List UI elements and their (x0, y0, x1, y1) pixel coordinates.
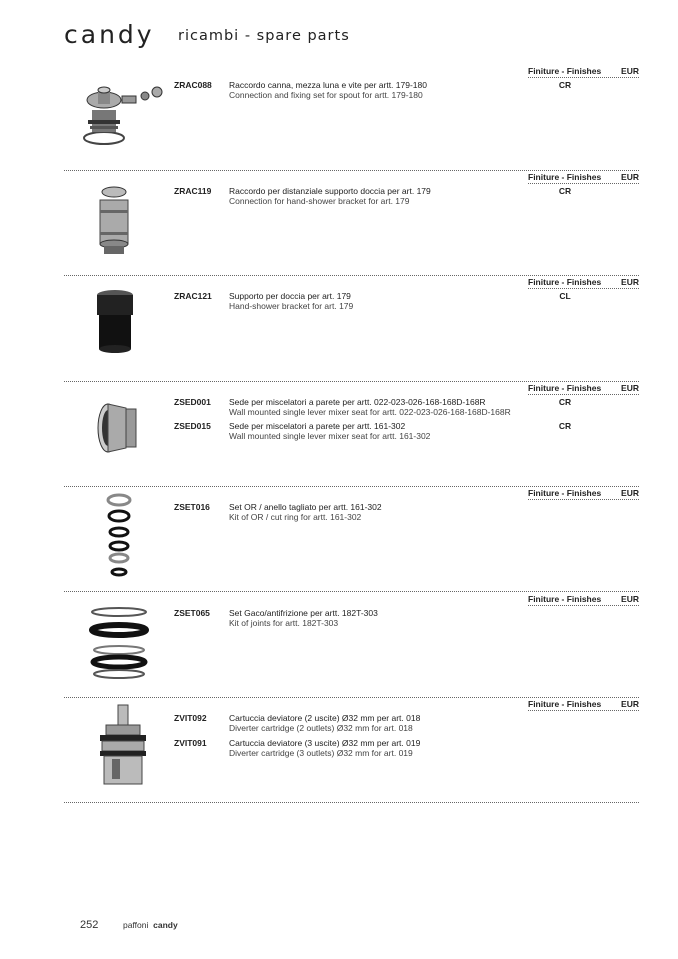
shower-bracket-image (94, 289, 136, 355)
product-description-en: Kit of OR / cut ring for artt. 161-302 (229, 512, 362, 522)
product-description-en: Wall mounted single lever mixer seat for artt. 022-023-026-168-168D-168R (229, 407, 511, 417)
product-description-en: Kit of joints for artt. 182T-303 (229, 618, 339, 628)
product-description-it: Sede per miscelatori a parete per artt. 022-023-026-168-168D-168R (229, 397, 486, 407)
product-section (64, 699, 639, 799)
diverter-cartridge-image (92, 701, 152, 791)
mixer-seat-image (96, 399, 140, 457)
product-description-it: Cartuccia deviatore (2 uscite) Ø32 mm per art. 018 (229, 713, 421, 723)
finishes-header: Finiture - Finishes EUR (528, 66, 639, 76)
product-code: ZRAC121 (174, 291, 212, 301)
or-ring-kit-image (104, 492, 134, 580)
finish-code: CR (558, 80, 572, 90)
section-divider (64, 486, 639, 487)
product-description-it: Sede per miscelatori a parete per artt. 161-302 (229, 421, 406, 431)
finish-code: CR (558, 421, 572, 431)
product-description-it: Set Gaco/antifrizione per artt. 182T-303 (229, 608, 378, 618)
product-description-it: Raccordo canna, mezza luna e vite per artt. 179-180 (229, 80, 427, 90)
product-description-en: Wall mounted single lever mixer seat for artt. 161-302 (229, 431, 431, 441)
finish-code: CR (558, 186, 572, 196)
product-section (64, 594, 639, 694)
brand-title: candy (64, 20, 155, 49)
product-code: ZSED015 (174, 421, 211, 431)
product-section (64, 488, 639, 588)
section-divider (64, 170, 639, 171)
product-code: ZSED001 (174, 397, 211, 407)
product-description-en: Connection and fixing set for spout for artt. 179-180 (229, 90, 423, 100)
product-code: ZRAC088 (174, 80, 212, 90)
product-section (64, 172, 639, 272)
product-description-it: Raccordo per distanziale supporto doccia per art. 179 (229, 186, 431, 196)
product-code: ZVIT091 (174, 738, 207, 748)
product-description-it: Cartuccia deviatore (3 uscite) Ø32 mm per art. 019 (229, 738, 421, 748)
product-description-en: Hand-shower bracket for art. 179 (229, 301, 354, 311)
page-subtitle: ricambi - spare parts (178, 28, 350, 44)
finishes-header: Finiture - Finishes EUR (528, 277, 639, 287)
product-section (64, 66, 639, 166)
section-divider (64, 591, 639, 592)
finishes-header: Finiture - Finishes EUR (528, 488, 639, 498)
product-description-it: Set OR / anello tagliato per artt. 161-302 (229, 502, 382, 512)
connection-set-image (74, 76, 169, 158)
product-code: ZSET065 (174, 608, 210, 618)
section-divider (64, 802, 639, 803)
section-divider (64, 381, 639, 382)
section-divider (64, 697, 639, 698)
finishes-header: Finiture - Finishes EUR (528, 594, 639, 604)
product-code: ZRAC119 (174, 186, 212, 196)
product-code: ZVIT092 (174, 713, 207, 723)
product-description-it: Supporto per doccia per art. 179 (229, 291, 351, 301)
footer-brand: paffoni candy (123, 920, 178, 930)
section-divider (64, 275, 639, 276)
product-description-en: Diverter cartridge (3 outlets) Ø32 mm for art. 019 (229, 748, 413, 758)
joint-kit-image (88, 604, 150, 680)
shower-bracket-connection-image (94, 184, 134, 260)
page-number: 252 (80, 919, 99, 931)
finishes-header: Finiture - Finishes EUR (528, 699, 639, 709)
product-description-en: Diverter cartridge (2 outlets) Ø32 mm for art. 018 (229, 723, 413, 733)
finishes-header: Finiture - Finishes EUR (528, 172, 639, 182)
product-code: ZSET016 (174, 502, 210, 512)
product-description-en: Connection for hand-shower bracket for art. 179 (229, 196, 410, 206)
finish-code: CR (558, 397, 572, 407)
finishes-header: Finiture - Finishes EUR (528, 383, 639, 393)
product-section (64, 383, 639, 483)
product-section (64, 277, 639, 377)
finish-code: CL (559, 291, 571, 301)
